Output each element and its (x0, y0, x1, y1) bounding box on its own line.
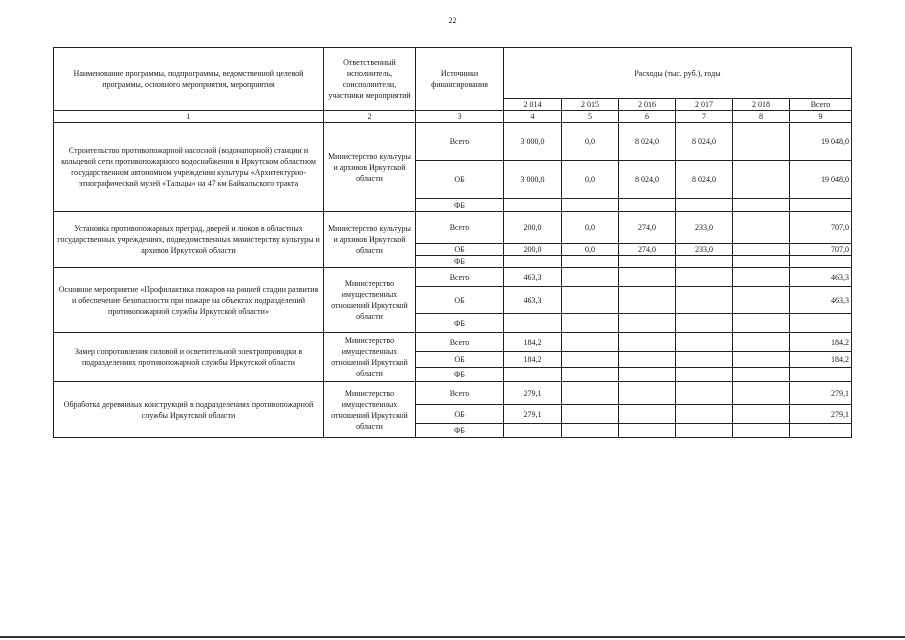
year-2017: 2 017 (676, 99, 733, 111)
amount-cell-v2018 (733, 268, 790, 287)
header-name: Наименование программы, подпрограммы, ведомственной целевой программы, основного мероприятия, мероприятия (54, 48, 324, 111)
amount-cell-v2017: 8 024,0 (676, 123, 733, 161)
amount-cell-v2016 (619, 382, 676, 405)
executor-cell: Министерство имущественных отношений Иркутской области (324, 268, 416, 333)
col-num-2: 2 (324, 111, 416, 123)
amount-cell-v2018 (733, 424, 790, 438)
amount-cell-v2017 (676, 256, 733, 268)
amount-cell-v2016: 274,0 (619, 212, 676, 244)
amount-cell-v2015 (562, 268, 619, 287)
amount-cell-v2014: 184,2 (504, 333, 562, 352)
amount-cell-v2018 (733, 199, 790, 212)
amount-cell-v2014: 279,1 (504, 382, 562, 405)
funding-source-cell: ОБ (416, 352, 504, 368)
scan-bottom-edge (0, 636, 905, 638)
amount-cell-v2016 (619, 199, 676, 212)
amount-cell-v2017 (676, 424, 733, 438)
amount-cell-v2017 (676, 314, 733, 333)
amount-cell-v2015 (562, 314, 619, 333)
amount-cell-v2014: 200,0 (504, 244, 562, 256)
amount-cell-v2015 (562, 424, 619, 438)
amount-cell-v2015 (562, 405, 619, 424)
amount-cell-v2015: 0,0 (562, 244, 619, 256)
year-total: Всего (790, 99, 852, 111)
amount-cell-v2017: 8 024,0 (676, 161, 733, 199)
header-source: Источники финансирования (416, 48, 504, 111)
funding-source-cell: ФБ (416, 256, 504, 268)
funding-source-cell: ОБ (416, 161, 504, 199)
funding-source-cell: ФБ (416, 424, 504, 438)
funding-source-cell: Всего (416, 268, 504, 287)
amount-cell-v2015 (562, 256, 619, 268)
amount-cell-v2018 (733, 405, 790, 424)
amount-cell-v2014: 463,3 (504, 268, 562, 287)
amount-cell-v2018 (733, 287, 790, 314)
amount-cell-v2014: 3 000,0 (504, 123, 562, 161)
page-number: 22 (448, 16, 457, 25)
executor-cell: Министерство культуры и архивов Иркутской области (324, 123, 416, 212)
program-name-cell: Обработка деревянных конструкций в подразделениях противопожарной службы Иркутской области (54, 382, 324, 438)
col-num-4: 4 (504, 111, 562, 123)
amount-cell-v2014: 463,3 (504, 287, 562, 314)
col-num-5: 5 (562, 111, 619, 123)
amount-cell-v2018 (733, 256, 790, 268)
table-row (54, 123, 852, 161)
executor-cell: Министерство культуры и архивов Иркутской области (324, 212, 416, 268)
amount-cell-v2015: 0,0 (562, 212, 619, 244)
col-num-9: 9 (790, 111, 852, 123)
amount-cell-total: 463,3 (790, 268, 852, 287)
program-name-cell: Замер сопротивления силовой и осветительной электропроводки в подразделениях противопожарной службы Иркутской области (54, 333, 324, 382)
funding-source-cell: ФБ (416, 314, 504, 333)
amount-cell-v2016 (619, 368, 676, 382)
amount-cell-v2017 (676, 268, 733, 287)
year-2018: 2 018 (733, 99, 790, 111)
col-num-1: 1 (54, 111, 324, 123)
amount-cell-v2016 (619, 352, 676, 368)
col-num-6: 6 (619, 111, 676, 123)
amount-cell-v2018 (733, 368, 790, 382)
funding-source-cell: ФБ (416, 368, 504, 382)
year-2014: 2 014 (504, 99, 562, 111)
amount-cell-v2016 (619, 314, 676, 333)
funding-source-cell: ОБ (416, 244, 504, 256)
amount-cell-v2015 (562, 368, 619, 382)
amount-cell-v2018 (733, 123, 790, 161)
amount-cell-v2016 (619, 256, 676, 268)
amount-cell-v2016 (619, 333, 676, 352)
funding-source-cell: ОБ (416, 287, 504, 314)
amount-cell-v2015 (562, 352, 619, 368)
amount-cell-v2018 (733, 333, 790, 352)
amount-cell-v2017 (676, 199, 733, 212)
table-row (54, 333, 852, 352)
amount-cell-v2017: 233,0 (676, 244, 733, 256)
table-row (54, 268, 852, 287)
amount-cell-v2015: 0,0 (562, 123, 619, 161)
amount-cell-total: 279,1 (790, 405, 852, 424)
amount-cell-v2018 (733, 212, 790, 244)
amount-cell-v2014: 3 000,0 (504, 161, 562, 199)
amount-cell-v2018 (733, 382, 790, 405)
amount-cell-v2014: 184,2 (504, 352, 562, 368)
amount-cell-v2017 (676, 333, 733, 352)
amount-cell-v2018 (733, 161, 790, 199)
amount-cell-total: 707,0 (790, 244, 852, 256)
amount-cell-v2017 (676, 405, 733, 424)
year-2016: 2 016 (619, 99, 676, 111)
amount-cell-total: 19 048,0 (790, 161, 852, 199)
amount-cell-v2017: 233,0 (676, 212, 733, 244)
table-row (54, 212, 852, 244)
funding-source-cell: Всего (416, 382, 504, 405)
amount-cell-v2014 (504, 368, 562, 382)
amount-cell-v2017 (676, 382, 733, 405)
funding-source-cell: ФБ (416, 199, 504, 212)
amount-cell-v2016 (619, 405, 676, 424)
amount-cell-v2014 (504, 424, 562, 438)
executor-cell: Министерство имущественных отношений Иркутской области (324, 333, 416, 382)
header-expenses: Расходы (тыс. руб.), годы (504, 48, 852, 99)
funding-source-cell: Всего (416, 123, 504, 161)
amount-cell-v2015: 0,0 (562, 161, 619, 199)
table-row (54, 382, 852, 405)
executor-cell: Министерство имущественных отношений Иркутской области (324, 382, 416, 438)
funding-source-cell: ОБ (416, 405, 504, 424)
amount-cell-v2017 (676, 287, 733, 314)
amount-cell-total (790, 199, 852, 212)
amount-cell-total (790, 368, 852, 382)
amount-cell-v2016 (619, 268, 676, 287)
program-name-cell: Основное мероприятие «Профилактика пожаров на ранней стадии развития и обеспечение безопасности при пожаре на объектах подразделений противопожарной службы Иркутской области» (54, 268, 324, 333)
col-num-7: 7 (676, 111, 733, 123)
amount-cell-v2016 (619, 424, 676, 438)
funding-source-cell: Всего (416, 333, 504, 352)
amount-cell-v2014: 200,0 (504, 212, 562, 244)
amount-cell-total: 279,1 (790, 382, 852, 405)
col-num-8: 8 (733, 111, 790, 123)
header-executor: Ответственный исполнитель, соисполнители, участники мероприятий (324, 48, 416, 111)
program-name-cell: Строительство противопожарной насосной (водонапорной) станции и кольцевой сети противопожарного водоснабжения в Иркутском областном государственном автономном учреждении культуры «Архитектурно-этнографический музей «Тальцы» на 47 км Байкальского тракта (54, 123, 324, 212)
amount-cell-v2017 (676, 368, 733, 382)
amount-cell-total: 19 048,0 (790, 123, 852, 161)
funding-source-cell: Всего (416, 212, 504, 244)
amount-cell-v2015 (562, 199, 619, 212)
amount-cell-v2016: 8 024,0 (619, 161, 676, 199)
amount-cell-v2017 (676, 352, 733, 368)
amount-cell-total (790, 256, 852, 268)
amount-cell-v2014 (504, 199, 562, 212)
amount-cell-v2018 (733, 352, 790, 368)
program-name-cell: Установка противопожарных преград, дверей и люков в областных государственных учреждениях, подведомственных министерству культуры и архивов Иркутской области (54, 212, 324, 268)
budget-table (53, 47, 852, 438)
amount-cell-v2015 (562, 333, 619, 352)
amount-cell-total (790, 424, 852, 438)
amount-cell-total: 707,0 (790, 212, 852, 244)
amount-cell-v2016 (619, 287, 676, 314)
amount-cell-v2016: 8 024,0 (619, 123, 676, 161)
year-2015: 2 015 (562, 99, 619, 111)
amount-cell-v2015 (562, 287, 619, 314)
amount-cell-v2015 (562, 382, 619, 405)
amount-cell-v2016: 274,0 (619, 244, 676, 256)
amount-cell-v2014 (504, 314, 562, 333)
amount-cell-v2018 (733, 314, 790, 333)
amount-cell-total (790, 314, 852, 333)
column-numbers-row (54, 111, 852, 123)
header-row-top (54, 48, 852, 99)
amount-cell-total: 184,2 (790, 333, 852, 352)
amount-cell-v2014: 279,1 (504, 405, 562, 424)
col-num-3: 3 (416, 111, 504, 123)
amount-cell-v2014 (504, 256, 562, 268)
amount-cell-total: 184,2 (790, 352, 852, 368)
amount-cell-total: 463,3 (790, 287, 852, 314)
amount-cell-v2018 (733, 244, 790, 256)
